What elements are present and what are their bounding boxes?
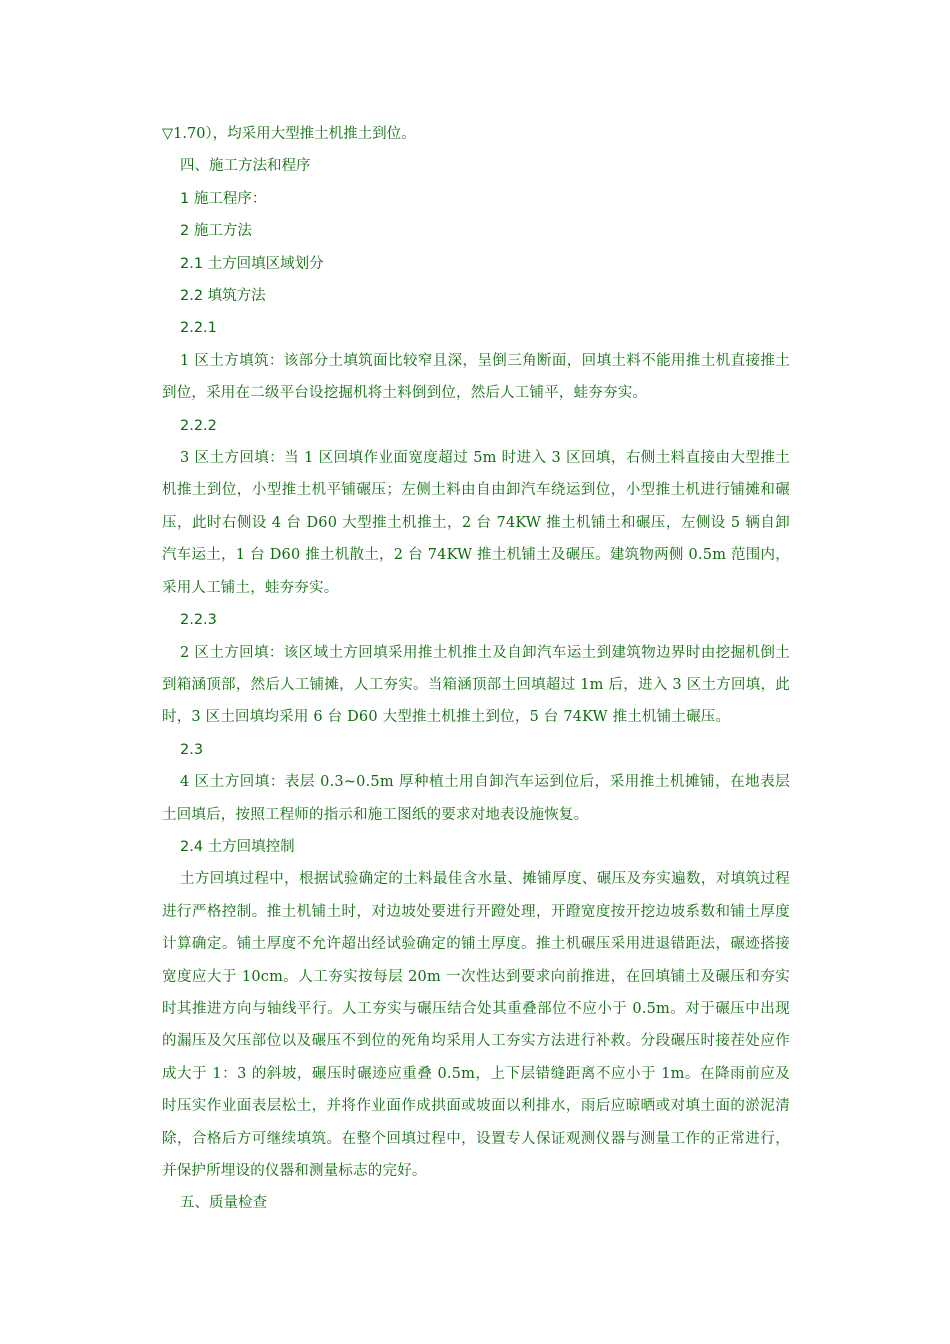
paragraph-2-4: 土方回填过程中，根据试验确定的土料最佳含水量、摊铺厚度、碾压及夯实遍数，对填筑过程进行严格控制。推土机铺土时，对边坡处要进行开蹬处理，开蹬宽度按开挖边坡系数和铺土厚度计算确定。铺土厚度不允许超出经试验确定的铺土厚度。推土机碾压采用进退错距法，碾迹搭接宽度应大于 10cm。人工夯实按每层 20m 一次性达到要求向前推进，在回填铺土及碾压和夯实时其推进方向与轴线平行。人工夯实与碾压结合处其重叠部位不应小于 0.5m。对于碾压中出现的漏压及欠压部位以及碾压不到位的死角均采用人工夯实方法进行补救。分段碾压时接茬处应作成大于 1：3 的斜坡，碾压时碾迹应重叠 0.5m，上下层错缝距离不应小于 1m。在降雨前应及时压实作业面表层松土，并将作业面作成拱面或坡面以利排水，雨后应晾晒或对填土面的淤泥清除，合格后方可继续填筑。在整个回填过程中，设置专人保证观测仪器与测量工作的正常进行，并保护所埋设的仪器和测量标志的完好。 — [162, 871, 790, 1179]
paragraph-2-3: 4 区土方回填：表层 0.3~0.5m 厚种植土用自卸汽车运到位后，采用推土机摊铺，在地表层土回填后，按照工程师的指示和施工图纸的要求对地表设施恢复。 — [162, 774, 790, 823]
document-page — [162, 118, 790, 1220]
heading-2-3: 2.3 — [180, 741, 204, 758]
heading-2-1: 2.1 土方回填区域划分 — [180, 255, 324, 272]
heading-2: 2 施工方法 — [180, 223, 252, 240]
paragraph-2-2-2: 3 区土方回填：当 1 区回填作业面宽度超过 5m 时进入 3 区回填，右侧土料直接由大型推土机推土到位，小型推土机平铺碾压；左侧土料由自由卸汽车绕运到位，小型推土机进行铺摊和碾压，此时右侧设 4 台 D60 大型推土机推土，2 台 74KW 推土机铺土和碾压，左侧设 5 辆自卸汽车运土，1 台 D60 推土机散土，2 台 74KW 推土机铺土及碾压。建筑物两侧 0.5m 范围内，采用人工铺土，蛙夯夯实。 — [162, 450, 790, 596]
paragraph-2-2-1: 1 区土方填筑：该部分土填筑面比较窄且深，呈倒三角断面，回填土料不能用推土机直接推土到位，采用在二级平台设挖掘机将土料倒到位，然后人工铺平，蛙夯夯实。 — [162, 352, 790, 402]
heading-2-2-2: 2.2.2 — [180, 417, 217, 434]
heading-section-four: 四、施工方法和程序 — [180, 158, 311, 175]
heading-2-2: 2.2 填筑方法 — [180, 288, 266, 305]
heading-2-2-3: 2.2.3 — [180, 612, 217, 629]
text-line-top: ▽1.70），均采用大型推土机推土到位。 — [162, 126, 416, 142]
heading-2-2-1: 2.2.1 — [180, 320, 217, 337]
heading-section-five: 五、质量检查 — [180, 1195, 267, 1212]
paragraph-2-2-3: 2 区土方回填：该区域土方回填采用推土机推土及自卸汽车运土到建筑物边界时由挖掘机倒土到箱涵顶部，然后人工铺摊，人工夯实。当箱涵顶部土回填超过 1m 后，进入 3 区土方回填，此时，3 区土回填均采用 6 台 D60 大型推土机推土到位，5 台 74KW 推土机铺土碾压。 — [162, 644, 790, 726]
heading-1: 1 施工程序： — [180, 190, 267, 207]
heading-2-4: 2.4 土方回填控制 — [180, 838, 295, 855]
